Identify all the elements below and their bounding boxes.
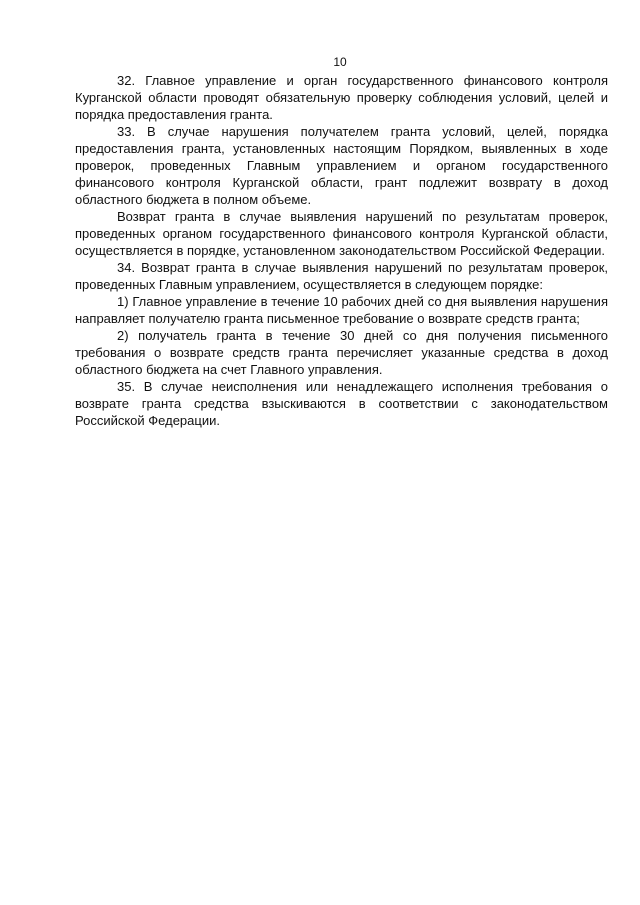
document-body [75,72,608,429]
page-number: 10 [333,55,347,69]
paragraph-34-item-2: 2) получатель гранта в течение 30 дней со дня получения письменного требования о возврате средств гранта перечисляет указанные средства в доход областного бюджета на счет Главного управления. [75,328,608,377]
paragraph-34: 34. Возврат гранта в случае выявления нарушений по результатам проверок, проведенных Главным управлением, осуществляется в следующем порядке: [75,260,608,292]
paragraph-32: 32. Главное управление и орган государственного финансового контроля Курганской области проводят обязательную проверку соблюдения условий, целей и порядка предоставления гранта. [75,73,608,122]
paragraph-35: 35. В случае неисполнения или ненадлежащего исполнения требования о возврате гранта средства взыскиваются в соответствии с законодательством Российской Федерации. [75,379,608,428]
paragraph-33: 33. В случае нарушения получателем гранта условий, целей, порядка предоставления гранта, установленных настоящим Порядком, выявленных в ходе проверок, проведенных Главным управлением и органом государственного финансового контроля Курганской области, грант подлежит возврату в доход областного бюджета в полном объеме. [75,124,608,207]
paragraph-refund-control: Возврат гранта в случае выявления нарушений по результатам проверок, проведенных органом государственного финансового контроля Курганской области, осуществляется в порядке, установленном законодательством Российской Федерации. [75,209,608,258]
paragraph-34-item-1: 1) Главное управление в течение 10 рабочих дней со дня выявления нарушения направляет получателю гранта письменное требование о возврате средств гранта; [75,294,608,326]
